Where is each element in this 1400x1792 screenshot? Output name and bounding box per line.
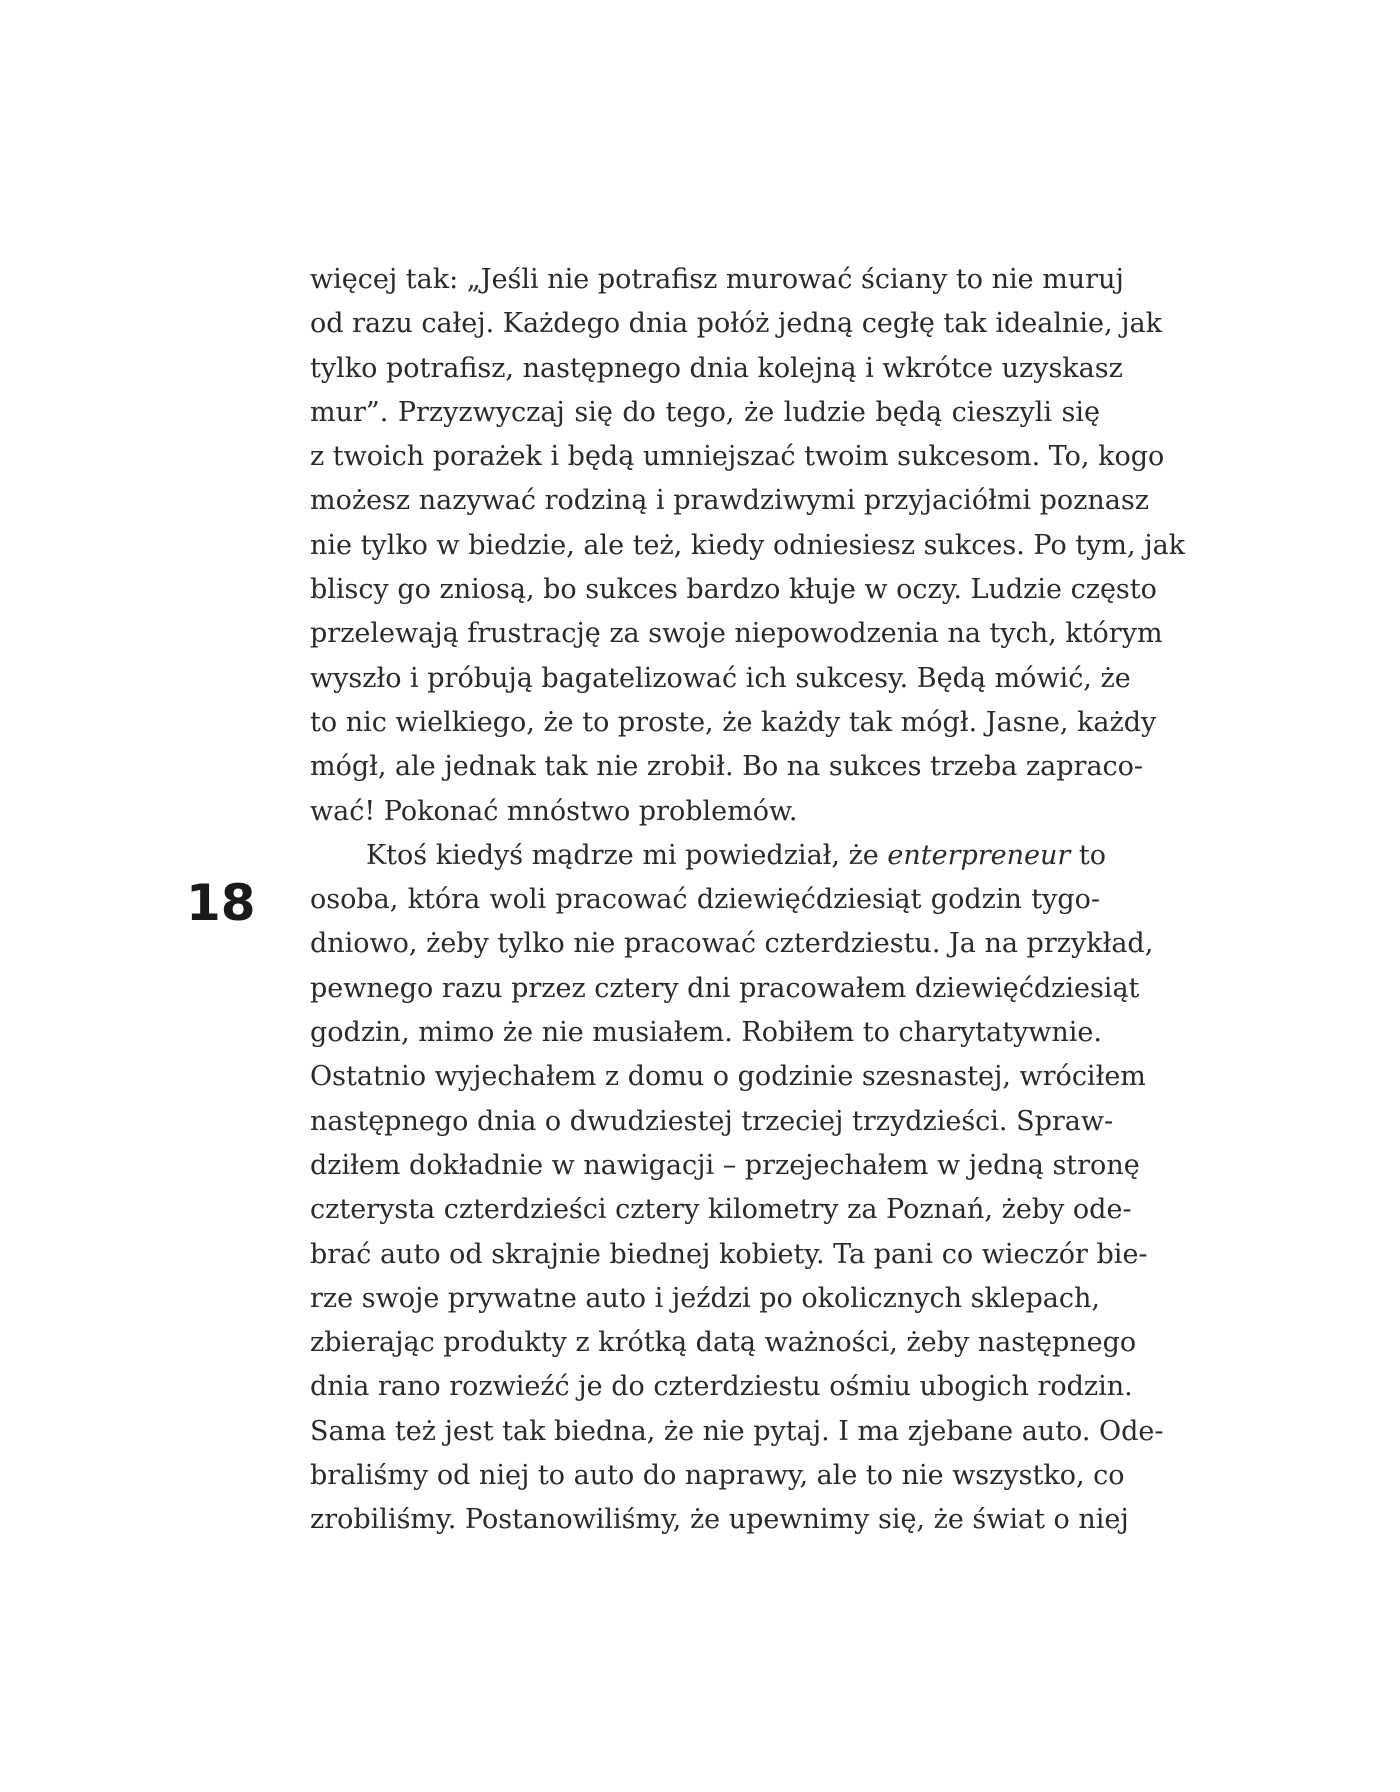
text-line: rze swoje prywatne auto i jeździ po okolicznych sklepach, — [310, 1282, 1100, 1314]
text-line: wyszło i próbują bagatelizować ich sukcesy. Będą mówić, że — [310, 662, 1131, 694]
text-line: to nic wielkiego, że to proste, że każdy tak mógł. Jasne, każdy — [310, 706, 1157, 738]
text-line: tylko potrafisz, następnego dnia kolejną i wkrótce uzyskasz — [310, 352, 1123, 384]
body-text — [310, 258, 1186, 1543]
text-line: następnego dnia o dwudziestej trzeciej trzydzieści. Spraw- — [310, 1105, 1114, 1137]
text-line: dziłem dokładnie w nawigacji – przejechałem w jedną stronę — [310, 1149, 1140, 1181]
text-line: zbierając produkty z krótką datą ważności, żeby następnego — [310, 1327, 1137, 1359]
text-line: od razu całej. Każdego dnia połóż jedną cegłę tak idealnie, jak — [310, 308, 1162, 340]
text-line: zrobiliśmy. Postanowiliśmy, że upewnimy się, że świat o niej — [310, 1504, 1129, 1536]
text-line: godzin, mimo że nie musiałem. Robiłem to charytatywnie. — [310, 1017, 1102, 1049]
text-line: możesz nazywać rodziną i prawdziwymi przyjaciółmi poznasz — [310, 485, 1149, 517]
page-number: 18 — [186, 874, 256, 932]
text-line: nie tylko w biedzie, ale też, kiedy odniesiesz sukces. Po tym, jak — [310, 529, 1186, 561]
paragraph-first-line — [310, 834, 1107, 878]
text-run: to — [1070, 839, 1107, 871]
text-line: dnia rano rozwieźć je do czterdziestu ośmiu ubogich rodzin. — [310, 1371, 1133, 1403]
text-line: czterysta czterdzieści cztery kilometry za Poznań, żeby ode- — [310, 1194, 1132, 1226]
text-line: bliscy go zniosą, bo sukces bardzo kłuje w oczy. Ludzie często — [310, 574, 1157, 606]
text-line: mur”. Przyzwyczaj się do tego, że ludzie będą cieszyli się — [310, 396, 1100, 428]
text-line: mógł, ale jednak tak nie zrobił. Bo na sukces trzeba zapraco- — [310, 751, 1144, 783]
text-line: braliśmy od niej to auto do naprawy, ale to nie wszystko, co — [310, 1460, 1125, 1492]
text-line: Sama też jest tak biedna, że nie pytaj. I ma zjebane auto. Ode- — [310, 1415, 1164, 1447]
text-line: wać! Pokonać mnóstwo problemów. — [310, 795, 798, 827]
text-line: brać auto od skrajnie biednej kobiety. Ta pani co wieczór bie- — [310, 1238, 1148, 1270]
italic-term: enterpreneur — [887, 839, 1071, 871]
text-line: więcej tak: „Jeśli nie potrafisz murować ściany to nie muruj — [310, 264, 1124, 295]
text-line: pewnego razu przez cztery dni pracowałem dziewięćdziesiąt — [310, 972, 1140, 1004]
text-line: przelewają frustrację za swoje niepowodzenia na tych, którym — [310, 618, 1163, 650]
text-line: z twoich porażek i będą umniejszać twoim sukcesom. To, kogo — [310, 441, 1165, 473]
text-line: osoba, która woli pracować dziewięćdziesiąt godzin tygo- — [310, 884, 1100, 916]
text-line: dniowo, żeby tylko nie pracować czterdziestu. Ja na przykład, — [310, 928, 1154, 960]
text-run: Ktoś kiedyś mądrze mi powiedział, że — [366, 839, 888, 871]
text-line: Ostatnio wyjechałem z domu o godzinie szesnastej, wróciłem — [310, 1061, 1146, 1093]
